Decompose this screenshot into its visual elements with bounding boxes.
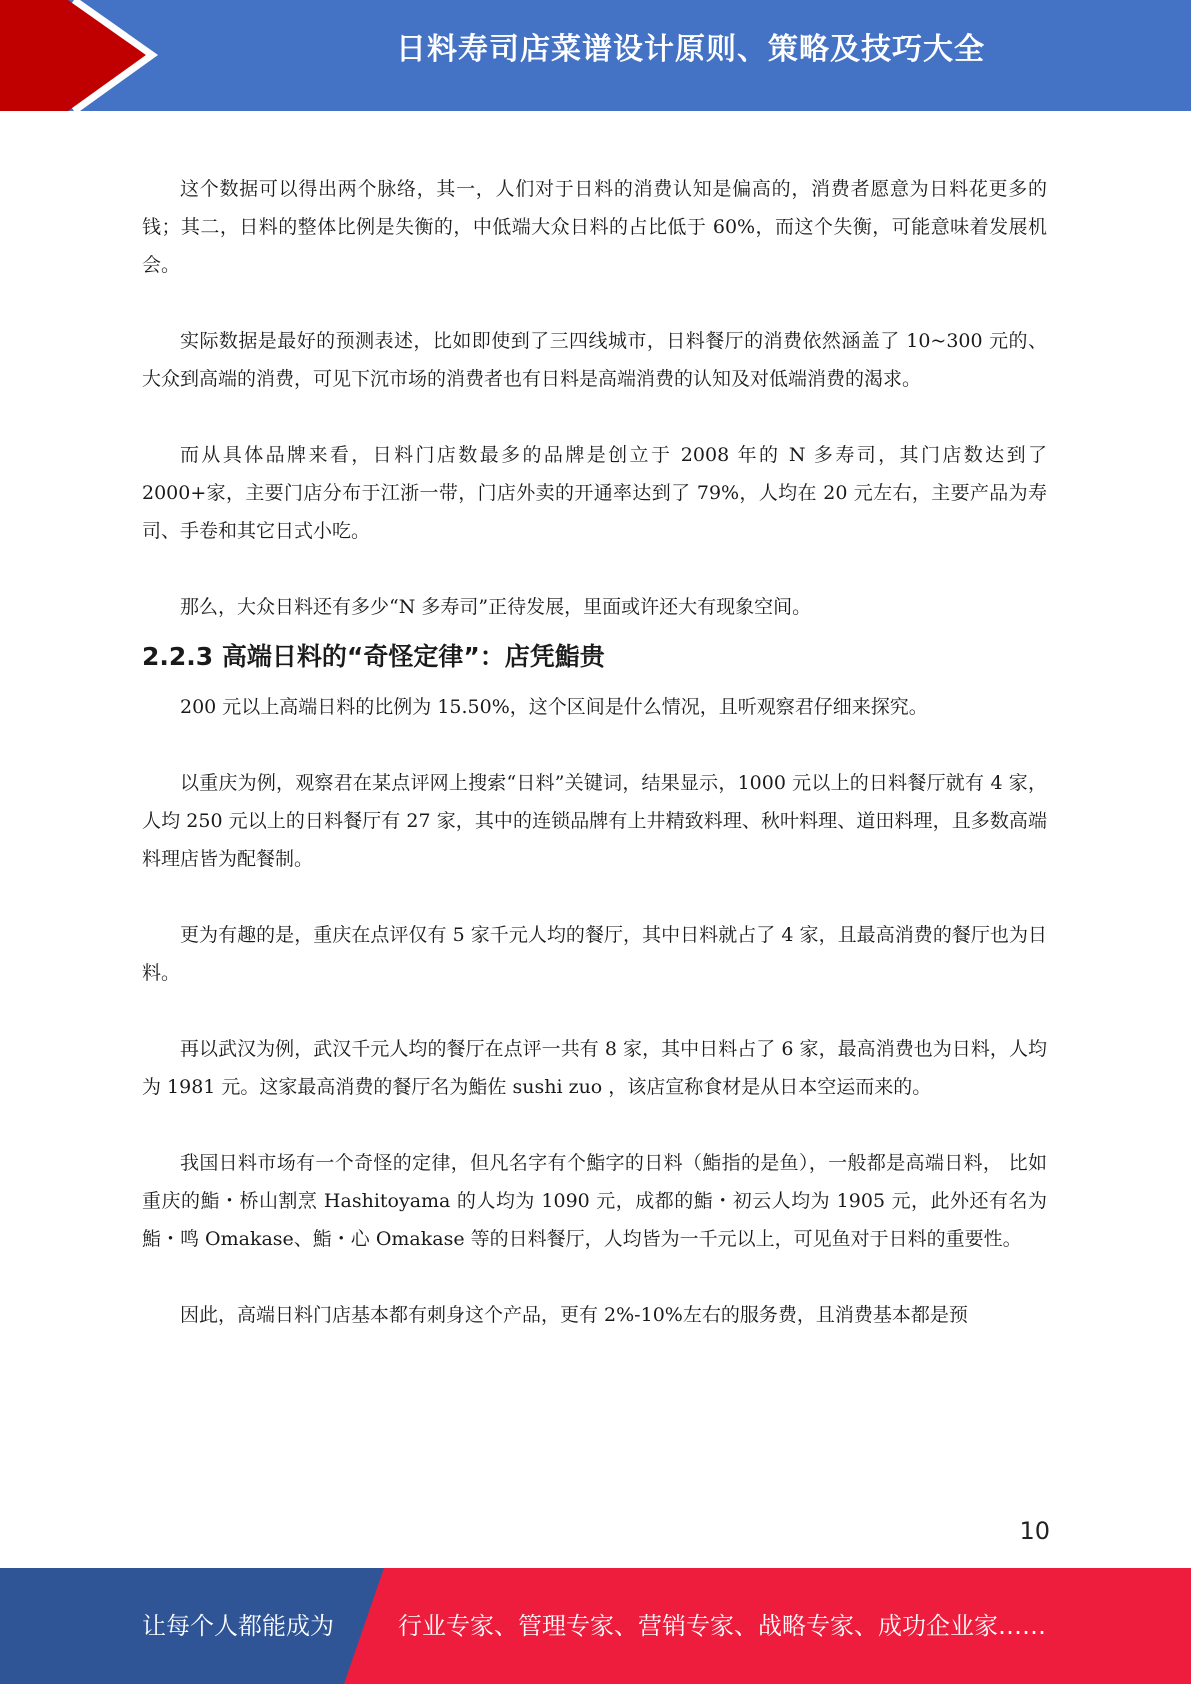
paragraph: 这个数据可以得出两个脉络，其一，人们对于日料的消费认知是偏高的，消费者愿意为日料花更多的钱；其二，日料的整体比例是失衡的，中低端大众日料的占比低于 60%，而这个失衡，可能意味着发展机会。 [142,178,1047,276]
paragraph: 因此，高端日料门店基本都有刺身这个产品，更有 2%-10%左右的服务费，且消费基本都是预 [180,1304,968,1326]
paragraph: 再以武汉为例，武汉千元人均的餐厅在点评一共有 8 家，其中日料占了 6 家，最高消费也为日料，人均为 1981 元。这家最高消费的餐厅名为鮨佐 sushi zuo ，该店宣称食材是从日本空运而来的。 [142,1038,1047,1098]
paragraph: 以重庆为例，观察君在某点评网上搜索“日料”关键词，结果显示，1000 元以上的日料餐厅就有 4 家，人均 250 元以上的日料餐厅有 27 家，其中的连锁品牌有上井精致料理、秋叶料理、道田料理，且多数高端料理店皆为配餐制。 [142,772,1047,870]
document-title: 日料寿司店菜谱设计原则、策略及技巧大全 [396,32,985,67]
page-header [0,0,1191,111]
paragraph: 更为有趣的是，重庆在点评仅有 5 家千元人均的餐厅，其中日料就占了 4 家，且最高消费的餐厅也为日料。 [142,924,1047,984]
section-heading: 2.2.3 高端日料的“奇怪定律”：店凭鮨贵 [142,642,605,671]
footer-slogan-left: 让每个人都能成为 [142,1612,334,1640]
page-number: 10 [1019,1517,1050,1545]
paragraph: 我国日料市场有一个奇怪的定律，但凡名字有个鮨字的日料（鮨指的是鱼），一般都是高端日料， 比如重庆的鮨・桥山割烹 Hashitoyama 的人均为 1090 元，成都的鮨・初云人均为 1905 元，此外还有名为鮨・鸣 Omakase、鮨・心 Omakase 等的日料餐厅，人均皆为一千元以上，可见鱼对于日料的重要性。 [142,1152,1047,1250]
paragraph: 实际数据是最好的预测表述，比如即使到了三四线城市，日料餐厅的消费依然涵盖了 10~300 元的、大众到高端的消费，可见下沉市场的消费者也有日料是高端消费的认知及对低端消费的渴求。 [142,330,1047,390]
footer-slogan-right: 行业专家、管理专家、营销专家、战略专家、成功企业家…… [398,1612,1046,1640]
paragraph: 那么，大众日料还有多少“N 多寿司”正待发展，里面或许还大有现象空间。 [180,596,812,618]
page-body [142,170,1047,1334]
paragraph: 200 元以上高端日料的比例为 15.50%，这个区间是什么情况，且听观察君仔细来探究。 [180,696,928,718]
page-footer [0,1568,1191,1684]
paragraph: 而从具体品牌来看，日料门店数最多的品牌是创立于 2008 年的 N 多寿司，其门店数达到了 2000+家，主要门店分布于江浙一带，门店外卖的开通率达到了 79%，人均在 20 元左右，主要产品为寿司、手卷和其它日式小吃。 [142,444,1047,542]
